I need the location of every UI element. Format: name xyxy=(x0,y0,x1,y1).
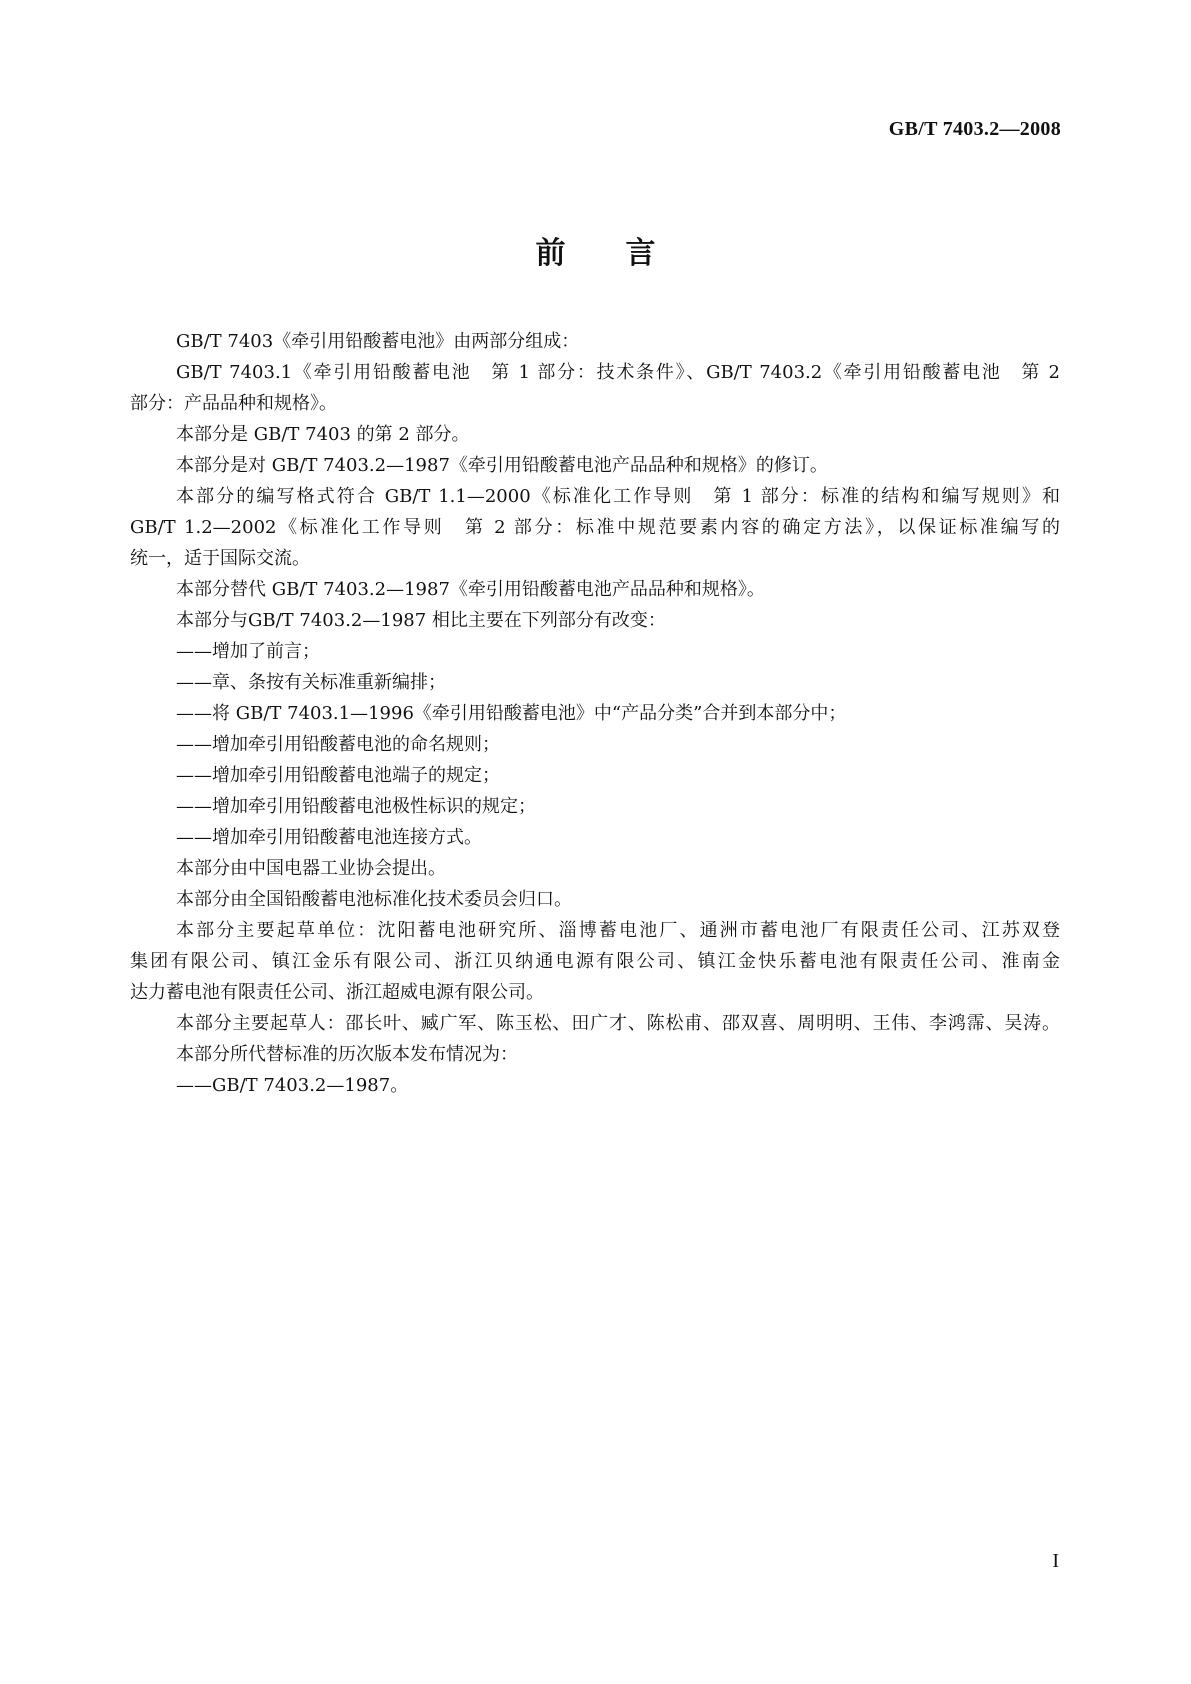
change-list-item: ——增加了前言； xyxy=(176,641,320,662)
paragraph: 本部分的编写格式符合 GB/T 1.1—2000《标准化工作导则 第 1 部分：标准的结构和编写规则》和 xyxy=(176,486,1060,507)
paragraph: ——GB/T 7403.2—1987。 xyxy=(176,1075,409,1096)
paragraph: GB/T 7403《牵引用铅酸蓄电池》由两部分组成： xyxy=(176,331,580,352)
change-list-item: ——增加牵引用铅酸蓄电池连接方式。 xyxy=(176,827,482,848)
change-list-item: ——将 GB/T 7403.1—1996《牵引用铅酸蓄电池》中“产品分类”合并到本部分中； xyxy=(176,703,847,724)
paragraph: 本部分所代替标准的历次版本发布情况为： xyxy=(176,1044,518,1065)
paragraph: 本部分主要起草单位：沈阳蓄电池研究所、淄博蓄电池厂、通洲市蓄电池厂有限责任公司、江苏双登 xyxy=(176,920,1060,941)
paragraph: 本部分是对 GB/T 7403.2—1987《牵引用铅酸蓄电池产品品种和规格》的修订。 xyxy=(176,455,828,476)
page-number: I xyxy=(1052,1550,1059,1572)
change-list-item: ——增加牵引用铅酸蓄电池端子的规定； xyxy=(176,765,500,786)
paragraph: 本部分由全国铅酸蓄电池标准化技术委员会归口。 xyxy=(176,889,572,910)
paragraph-continuation: 达力蓄电池有限责任公司、浙江超威电源有限公司。 xyxy=(130,982,544,1003)
standard-code-header: GB/T 7403.2—2008 xyxy=(888,118,1061,140)
paragraph: 本部分替代 GB/T 7403.2—1987《牵引用铅酸蓄电池产品品种和规格》。 xyxy=(176,579,765,600)
paragraph-continuation: 集团有限公司、镇江金乐有限公司、浙江贝纳通电源有限公司、镇江金快乐蓄电池有限责任公司、淮南金 xyxy=(130,951,1060,972)
paragraph: GB/T 7403.1《牵引用铅酸蓄电池 第 1 部分：技术条件》、GB/T 7403.2《牵引用铅酸蓄电池 第 2 xyxy=(176,362,1060,383)
paragraph-continuation: 部分：产品品种和规格》。 xyxy=(130,393,337,414)
change-list-item: ——增加牵引用铅酸蓄电池的命名规则； xyxy=(176,734,500,755)
paragraph: 本部分主要起草人：邵长叶、臧广军、陈玉松、田广才、陈松甫、邵双喜、周明明、王伟、李鸿霈、吴涛。 xyxy=(176,1013,1060,1034)
change-list-item: ——增加牵引用铅酸蓄电池极性标识的规定； xyxy=(176,796,536,817)
paragraph: 本部分由中国电器工业协会提出。 xyxy=(176,858,446,879)
paragraph-continuation: 统一，适于国际交流。 xyxy=(130,548,310,569)
paragraph: 本部分是 GB/T 7403 的第 2 部分。 xyxy=(176,424,470,445)
foreword-body xyxy=(130,326,1060,1101)
change-list-item: ——章、条按有关标准重新编排； xyxy=(176,672,446,693)
paragraph-continuation: GB/T 1.2—2002《标准化工作导则 第 2 部分：标准中规范要素内容的确定方法》，以保证标准编写的 xyxy=(130,517,1060,538)
page-title: 前 言 xyxy=(535,236,656,271)
paragraph: 本部分与GB/T 7403.2—1987 相比主要在下列部分有改变： xyxy=(176,610,666,631)
